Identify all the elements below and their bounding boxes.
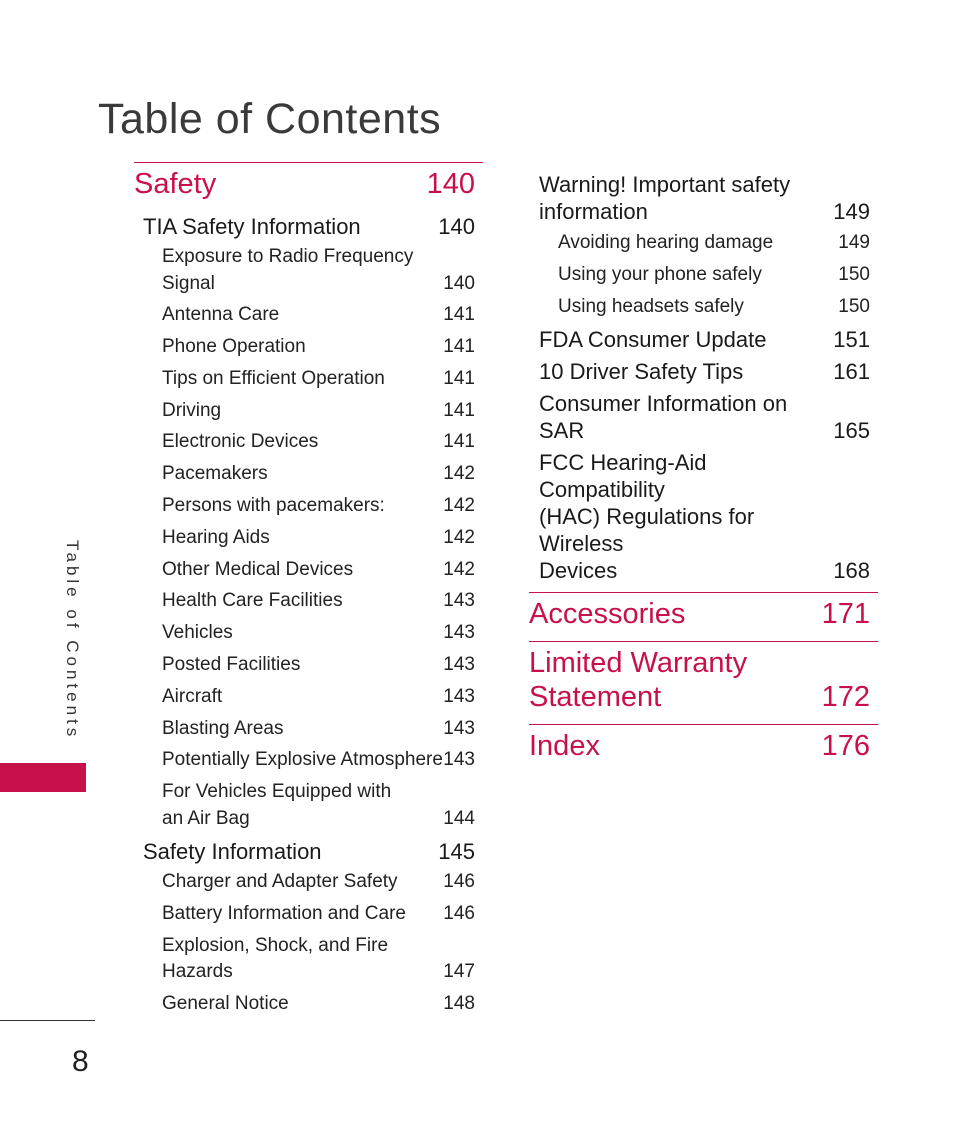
- entry-page: 141: [443, 367, 475, 389]
- toc-section[interactable]: [529, 592, 878, 637]
- toc-subsection[interactable]: [529, 358, 878, 385]
- toc-entry[interactable]: [134, 869, 483, 896]
- entry-page: 141: [443, 304, 475, 326]
- entry-title: Warning! Important safety information: [539, 172, 791, 224]
- entry-title: Vehicles: [162, 622, 233, 644]
- entry-title: FDA Consumer Update: [539, 327, 767, 352]
- toc-entry[interactable]: [529, 230, 878, 257]
- entry-page: 144: [443, 807, 475, 829]
- section-page: 140: [426, 168, 475, 200]
- toc-entry[interactable]: [134, 747, 483, 774]
- entry-title: 10 Driver Safety Tips: [539, 359, 744, 384]
- entry-title: Using headsets safely: [558, 296, 744, 317]
- entry-title: For Vehicles Equipped with an Air Bag: [162, 781, 392, 829]
- entry-title: Pacemakers: [162, 463, 268, 485]
- entry-page: 149: [833, 199, 870, 224]
- side-tab-marker: [0, 763, 86, 792]
- entry-page: 168: [833, 558, 870, 583]
- entry-title: Driving: [162, 399, 222, 421]
- entry-title: TIA Safety Information: [143, 214, 361, 239]
- toc-left-column: [134, 162, 483, 1023]
- toc-right-entries: [529, 171, 878, 584]
- toc-entry[interactable]: [134, 525, 483, 552]
- entry-title: Safety Information: [143, 839, 322, 865]
- entry-title: Other Medical Devices: [162, 558, 354, 580]
- entry-title: FCC Hearing-Aid Compatibility (HAC) Regulations for Wireless Devices: [539, 450, 755, 583]
- entry-page: 149: [838, 232, 870, 253]
- toc-subsection[interactable]: [134, 838, 483, 865]
- entry-page: 143: [443, 622, 475, 644]
- toc-subsection[interactable]: [529, 171, 878, 225]
- entry-page: 147: [443, 961, 475, 983]
- toc-entry[interactable]: [134, 652, 483, 679]
- entry-title: Aircraft: [162, 685, 223, 707]
- entry-page: 142: [443, 558, 475, 580]
- entry-title: Avoiding hearing damage: [558, 232, 774, 253]
- toc-entry[interactable]: [134, 779, 483, 832]
- entry-title: Battery Information and Care: [162, 903, 406, 925]
- toc-subsection[interactable]: [529, 326, 878, 353]
- entry-title: Antenna Care: [162, 304, 280, 326]
- entry-title: Consumer Information on SAR: [539, 391, 788, 443]
- toc-entry[interactable]: [134, 620, 483, 647]
- entry-title: Limited Warranty Statement: [529, 647, 748, 713]
- entry-title: Posted Facilities: [162, 654, 301, 676]
- entry-page: 143: [443, 590, 475, 612]
- entry-title: Electronic Devices: [162, 431, 319, 453]
- toc-entry[interactable]: [134, 366, 483, 393]
- entry-title: Charger and Adapter Safety: [162, 871, 398, 893]
- entry-page: 143: [443, 654, 475, 676]
- entry-title: Using your phone safely: [558, 264, 762, 285]
- entry-page: 151: [833, 327, 870, 352]
- entry-title: Exposure to Radio Frequency Signal: [162, 246, 414, 294]
- entry-page: 140: [438, 214, 475, 239]
- entry-page: 141: [443, 431, 475, 453]
- entry-page: 172: [821, 681, 870, 713]
- toc-entry[interactable]: [134, 493, 483, 520]
- toc-entry[interactable]: [134, 901, 483, 928]
- toc-entry[interactable]: [134, 716, 483, 743]
- entry-title: Phone Operation: [162, 336, 306, 358]
- entry-title: Potentially Explosive Atmosphere: [162, 749, 443, 771]
- entry-page: 176: [821, 730, 870, 762]
- toc-entry[interactable]: [134, 398, 483, 425]
- toc-entry[interactable]: [134, 302, 483, 329]
- entry-title: Tips on Efficient Operation: [162, 367, 385, 389]
- toc-left-entries: [134, 213, 483, 1018]
- toc-right-column: [529, 168, 878, 769]
- entry-page: 148: [443, 993, 475, 1015]
- entry-page: 165: [833, 418, 870, 443]
- toc-entry[interactable]: [134, 933, 483, 986]
- toc-entry[interactable]: [134, 557, 483, 584]
- entry-title: Health Care Facilities: [162, 590, 343, 612]
- entry-page: 146: [443, 871, 475, 893]
- entry-page: 145: [438, 839, 475, 865]
- toc-entry[interactable]: [134, 429, 483, 456]
- toc-subsection[interactable]: [529, 390, 878, 444]
- entry-title: Index: [529, 730, 600, 762]
- entry-page: 143: [443, 717, 475, 739]
- toc-entry[interactable]: [529, 294, 878, 321]
- entry-page: 150: [838, 264, 870, 285]
- toc-entry[interactable]: [134, 334, 483, 361]
- entry-page: 146: [443, 903, 475, 925]
- page-title: Table of Contents: [98, 94, 442, 143]
- entry-page: 171: [821, 598, 870, 630]
- entry-title: Accessories: [529, 598, 686, 630]
- entry-title: General Notice: [162, 993, 289, 1015]
- toc-section[interactable]: [529, 641, 878, 720]
- footer-divider: [0, 1020, 95, 1021]
- toc-section[interactable]: [529, 724, 878, 769]
- toc-subsection[interactable]: [134, 213, 483, 240]
- entry-title: Persons with pacemakers:: [162, 495, 385, 517]
- page-number: 8: [72, 1045, 89, 1078]
- toc-entry[interactable]: [134, 588, 483, 615]
- side-tab-label: Table of Contents: [63, 540, 82, 741]
- entry-page: 140: [443, 272, 475, 294]
- entry-page: 161: [833, 359, 870, 384]
- toc-right-sections: [529, 592, 878, 769]
- entry-page: 142: [443, 463, 475, 485]
- entry-page: 141: [443, 399, 475, 421]
- toc-section-safety[interactable]: [134, 162, 483, 207]
- toc-entry[interactable]: [134, 461, 483, 488]
- entry-page: 143: [443, 685, 475, 707]
- toc-entry[interactable]: [134, 991, 483, 1018]
- toc-entry[interactable]: [134, 684, 483, 711]
- toc-entry[interactable]: [529, 262, 878, 289]
- toc-entry[interactable]: [134, 244, 483, 297]
- entry-title: Hearing Aids: [162, 526, 270, 548]
- entry-page: 150: [838, 296, 870, 317]
- entry-page: 142: [443, 526, 475, 548]
- entry-page: 143: [443, 749, 475, 771]
- entry-title: Blasting Areas: [162, 717, 284, 739]
- entry-page: 141: [443, 336, 475, 358]
- section-title: Safety: [134, 168, 217, 200]
- entry-title: Explosion, Shock, and Fire Hazards: [162, 934, 389, 983]
- toc-subsection[interactable]: [529, 449, 878, 584]
- entry-page: 142: [443, 495, 475, 517]
